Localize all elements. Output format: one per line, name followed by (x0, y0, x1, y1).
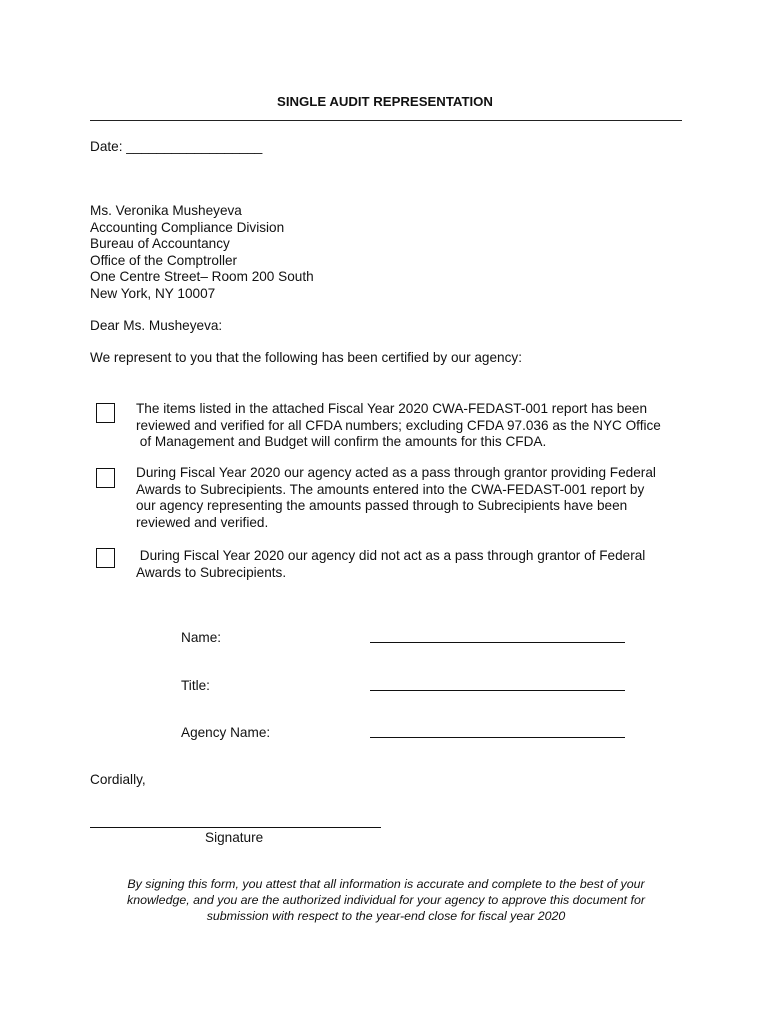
option-text-line: reviewed and verified for all CFDA numbers; excluding CFDA 97.036 as the NYC Office (136, 417, 661, 433)
footer-line: submission with respect to the year-end close for fiscal year 2020 (206, 909, 566, 923)
certification-checkbox-2[interactable] (96, 468, 115, 488)
option-text-line: The items listed in the attached Fiscal Year 2020 CWA-FEDAST-001 report has been (136, 401, 648, 416)
attestation-note (90, 876, 682, 924)
intro-statement: We represent to you that the following has been certified by our agency: (90, 350, 522, 365)
address-line: Accounting Compliance Division (90, 219, 285, 235)
certification-option-2 (136, 465, 656, 531)
title-divider (90, 120, 682, 121)
address-line: Bureau of Accountancy (90, 236, 230, 252)
address-line: New York, NY 10007 (90, 285, 216, 301)
document-title: SINGLE AUDIT REPRESENTATION (277, 94, 493, 109)
title-input-line[interactable] (370, 690, 625, 691)
footer-line: By signing this form, you attest that all information is accurate and complete to the best of your (127, 877, 645, 891)
agency-name-label: Agency Name: (181, 725, 271, 740)
closing: Cordially, (90, 772, 146, 787)
signature-line[interactable] (90, 827, 381, 828)
agency-name-input-line[interactable] (370, 737, 625, 738)
address-line: One Centre Street– Room 200 South (90, 269, 314, 285)
recipient-address (90, 203, 314, 303)
greeting: Dear Ms. Musheyeva: (90, 318, 223, 333)
option-text-line: During Fiscal Year 2020 our agency did not act as a pass through grantor of Federal (136, 548, 646, 563)
option-text-line: our agency representing the amounts passed through to Subrecipients have been (136, 498, 628, 514)
title-label: Title: (181, 678, 210, 693)
certification-option-1 (136, 401, 661, 451)
certification-checkbox-3[interactable] (96, 548, 115, 568)
date-field[interactable]: Date: __________________ (90, 139, 263, 154)
address-line: Office of the Comptroller (90, 252, 238, 268)
certification-checkbox-1[interactable] (96, 403, 115, 423)
certification-option-3 (136, 548, 645, 581)
option-text-line: reviewed and verified. (136, 514, 269, 530)
signature-label: Signature (205, 830, 264, 845)
option-text-line: Awards to Subrecipients. (136, 564, 287, 580)
name-label: Name: (181, 630, 222, 645)
option-text-line: of Management and Budget will confirm the amounts for this CFDA. (136, 434, 547, 450)
option-text-line: Awards to Subrecipients. The amounts entered into the CWA-FEDAST-001 report by (136, 481, 645, 497)
option-text-line: During Fiscal Year 2020 our agency acted as a pass through grantor providing Federal (136, 465, 656, 480)
footer-line: knowledge, and you are the authorized individual for your agency to approve this document for (127, 893, 645, 907)
name-input-line[interactable] (370, 642, 625, 643)
address-line: Ms. Veronika Musheyeva (90, 203, 242, 218)
